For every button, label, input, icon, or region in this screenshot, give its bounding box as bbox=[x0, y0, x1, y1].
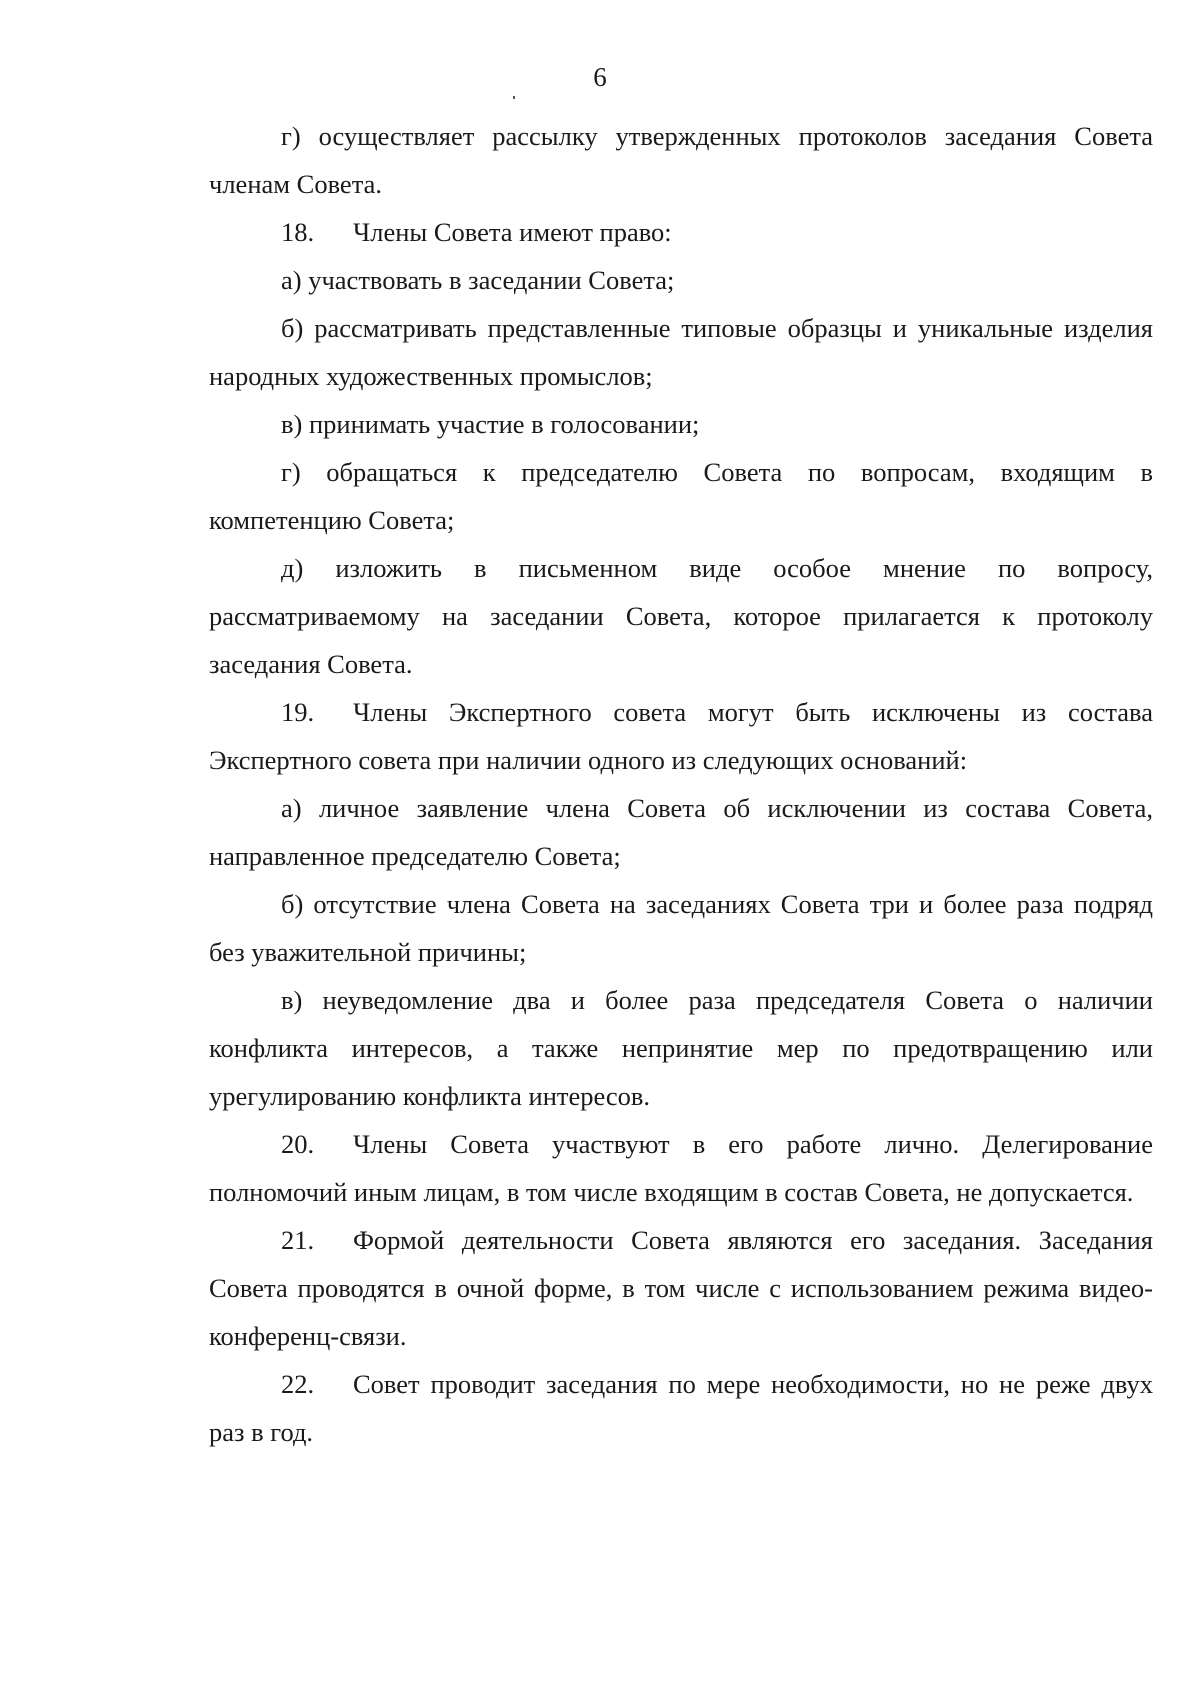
clause-number: 22. bbox=[281, 1369, 315, 1399]
paragraph-text: в) принимать участие в голосовании; bbox=[281, 409, 700, 439]
paragraph-21 bbox=[209, 1216, 1153, 1360]
paragraph-text: Члены Совета имеют право: bbox=[353, 217, 672, 247]
paragraph-text: Члены Совета участвуют в его работе лично. Делегирование полномочий иным лицам, в том числе входящим в состав Совета, не допускается. bbox=[209, 1129, 1153, 1207]
paragraph-19a bbox=[209, 784, 1153, 880]
paragraph-18g bbox=[209, 448, 1153, 544]
paragraph-text: в) неуведомление два и более раза председателя Совета о наличии конфликта интересов, а также непринятие мер по предотвращению или урегулированию конфликта интересов. bbox=[209, 985, 1153, 1111]
paragraph-text: г) обращаться к председателю Совета по вопросам, входящим в компетенцию Совета; bbox=[209, 457, 1153, 535]
paragraph-17g bbox=[209, 112, 1153, 208]
clause-number: 19. bbox=[281, 697, 315, 727]
paragraph-text: б) отсутствие члена Совета на заседаниях Совета три и более раза подряд без уважительной причины; bbox=[209, 889, 1153, 967]
clause-number: 20. bbox=[281, 1129, 315, 1159]
paragraph-text: Формой деятельности Совета являются его заседания. Заседания Совета проводятся в очной форме, в том числе с использованием режима видео-конференц-связи. bbox=[209, 1225, 1153, 1351]
paragraph-text: Члены Экспертного совета могут быть исключены из состава Экспертного совета при наличии одного из следующих оснований: bbox=[209, 697, 1153, 775]
clause-number: 21. bbox=[281, 1225, 315, 1255]
document-body bbox=[209, 112, 1153, 1456]
paragraph-text: а) участвовать в заседании Совета; bbox=[281, 265, 675, 295]
paragraph-18a bbox=[209, 256, 1153, 304]
paragraph-18v bbox=[209, 400, 1153, 448]
paragraph-22 bbox=[209, 1360, 1153, 1456]
paragraph-20 bbox=[209, 1120, 1153, 1216]
paragraph-18d bbox=[209, 544, 1153, 688]
page-number: 6 bbox=[593, 62, 607, 92]
paragraph-text: б) рассматривать представленные типовые образцы и уникальные изделия народных художественных промыслов; bbox=[209, 313, 1153, 391]
paragraph-text: д) изложить в письменном виде особое мнение по вопросу, рассматриваемому на заседании Совета, которое прилагается к протоколу заседания Совета. bbox=[209, 553, 1153, 679]
paragraph-18b bbox=[209, 304, 1153, 400]
paragraph-18 bbox=[209, 208, 1153, 256]
clause-number: 18. bbox=[281, 217, 315, 247]
paragraph-text: а) личное заявление члена Совета об исключении из состава Совета, направленное председателю Совета; bbox=[209, 793, 1153, 871]
paragraph-19 bbox=[209, 688, 1153, 784]
paragraph-19v bbox=[209, 976, 1153, 1120]
scan-speck bbox=[513, 96, 515, 99]
paragraph-text: г) осуществляет рассылку утвержденных протоколов заседания Совета членам Совета. bbox=[209, 121, 1153, 199]
paragraph-text: Совет проводит заседания по мере необходимости, но не реже двух раз в год. bbox=[209, 1369, 1153, 1447]
paragraph-19b bbox=[209, 880, 1153, 976]
